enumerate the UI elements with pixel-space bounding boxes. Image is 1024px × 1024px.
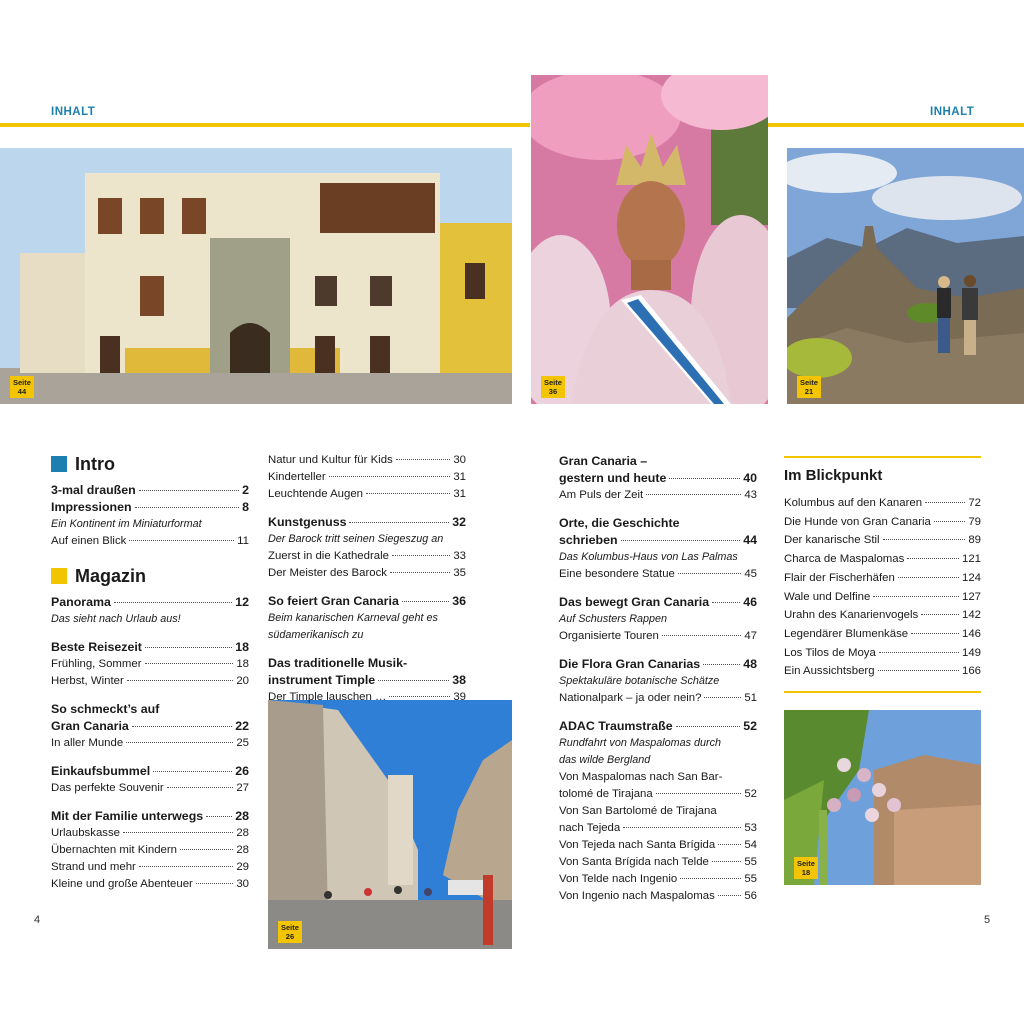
toc-entry[interactable]: Übernachten mit Kindern 28	[51, 844, 249, 856]
blickpunkt-entry[interactable]: Los Tilos de Moya 149	[784, 646, 981, 659]
toc-entry[interactable]: instrument Timple 38	[268, 673, 466, 687]
photo-tag: Seite 36	[541, 376, 565, 398]
toc-entry[interactable]: Nationalpark – ja oder nein? 51	[559, 692, 757, 704]
photo-tag: Seite 18	[794, 857, 818, 879]
toc-entry-heading: Von Maspalomas nach San Bar-	[559, 771, 723, 783]
header-rule-left	[0, 123, 530, 127]
blickpunkt-list	[784, 494, 981, 681]
toc-entry[interactable]: Von Tejeda nach Santa Brígida 54	[559, 839, 757, 851]
toc-entry[interactable]: Der Meister des Barock 35	[268, 567, 466, 579]
toc-entry-heading: Das traditionelle Musik-	[268, 656, 408, 670]
toc-entry-heading: Orte, die Geschichte	[559, 516, 680, 530]
toc-column-2	[268, 452, 466, 706]
toc-column-1	[51, 452, 249, 893]
toc-entry[interactable]: Strand und mehr 29	[51, 861, 249, 873]
toc-entry-heading: Gran Canaria –	[559, 454, 648, 468]
blickpunkt-rule-bottom	[784, 691, 981, 693]
toc-entry[interactable]: So feiert Gran Canaria 36	[268, 594, 466, 608]
blickpunkt-entry[interactable]: Wale und Delfine 127	[784, 590, 981, 603]
toc-subtitle: südamerikanisch zu	[268, 629, 364, 641]
section-title-intro: Intro	[51, 452, 249, 476]
toc-entry[interactable]: Die Flora Gran Canarias 48	[559, 657, 757, 671]
toc-entry[interactable]: tolomé de Tirajana 52	[559, 788, 757, 800]
toc-entry[interactable]: Kunstgenuss 32	[268, 515, 466, 529]
toc-subtitle: Beim kanarischen Karneval geht es	[268, 612, 438, 624]
photo-tag: Seite 44	[10, 376, 34, 398]
header-rule-right	[768, 123, 1024, 127]
toc-subtitle: Ein Kontinent im Miniaturformat	[51, 518, 202, 530]
toc-subtitle: Das Kolumbus-Haus von Las Palmas	[559, 551, 738, 563]
toc-entry[interactable]: ADAC Traumstraße 52	[559, 719, 757, 733]
toc-entry[interactable]: Von Ingenio nach Maspalomas 56	[559, 890, 757, 902]
blickpunkt-entry[interactable]: Der kanarische Stil 89	[784, 534, 981, 547]
blickpunkt-rule-top	[784, 456, 981, 458]
toc-entry[interactable]: Auf einen Blick 11	[51, 535, 249, 547]
page-number-left: 4	[34, 914, 41, 926]
blickpunkt-entry[interactable]: Ein Aussichtsberg 166	[784, 665, 981, 678]
photo-tag: Seite 21	[797, 376, 821, 398]
toc-entry[interactable]: Der Timple lauschen … 39	[268, 691, 466, 703]
toc-entry[interactable]: Am Puls der Zeit 43	[559, 489, 757, 501]
toc-entry[interactable]: Organisierte Touren 47	[559, 630, 757, 642]
toc-entry-heading: So schmeckt’s auf	[51, 702, 160, 716]
toc-entry[interactable]: In aller Munde 25	[51, 737, 249, 749]
section-title-blickpunkt: Im Blickpunkt	[784, 467, 883, 484]
toc-entry[interactable]: Einkaufsbummel 26	[51, 764, 249, 778]
photo-columbus-house	[0, 148, 512, 404]
toc-subtitle: Das sieht nach Urlaub aus!	[51, 613, 181, 625]
toc-entry[interactable]: Impressionen 8	[51, 500, 249, 514]
toc-entry[interactable]: nach Tejeda 53	[559, 822, 757, 834]
toc-subtitle: Spektakuläre botanische Schätze	[559, 675, 720, 687]
toc-entry[interactable]: 3-mal draußen 2	[51, 483, 249, 497]
photo-triana-street	[268, 700, 512, 949]
toc-entry[interactable]: Zuerst in die Kathedrale 33	[268, 550, 466, 562]
blickpunkt-entry[interactable]: Flair der Fischerhäfen 124	[784, 571, 981, 584]
toc-entry-heading: Von San Bartolomé de Tirajana	[559, 805, 717, 817]
toc-column-blickpunkt	[784, 467, 981, 681]
toc-entry[interactable]: Eine besondere Statue 45	[559, 568, 757, 580]
photo-tag: Seite 26	[278, 921, 302, 943]
toc-column-3	[559, 453, 757, 905]
toc-entry[interactable]: Das perfekte Souvenir 27	[51, 782, 249, 794]
photo-flora	[784, 710, 981, 885]
header-left: INHALT	[51, 106, 96, 118]
toc-entry[interactable]: Panorama 12	[51, 595, 249, 609]
section-marker	[51, 456, 67, 472]
toc-entry[interactable]: schrieben 44	[559, 533, 757, 547]
toc-entry[interactable]: Von Santa Brígida nach Telde 55	[559, 856, 757, 868]
toc-subtitle: Der Barock tritt seinen Siegeszug an	[268, 533, 444, 545]
toc-entry[interactable]: Gran Canaria 22	[51, 719, 249, 733]
toc-entry[interactable]: Das bewegt Gran Canaria 46	[559, 595, 757, 609]
toc-subtitle: Auf Schusters Rappen	[559, 613, 668, 625]
toc-entry[interactable]: Kleine und große Abenteuer 30	[51, 878, 249, 890]
header-right: INHALT	[930, 106, 975, 118]
toc-subtitle: das wilde Bergland	[559, 754, 651, 766]
blickpunkt-entry[interactable]: Kolumbus auf den Kanaren 72	[784, 497, 981, 509]
toc-entry[interactable]: Frühling, Sommer 18	[51, 658, 249, 670]
toc-entry[interactable]: Urlaubskasse 28	[51, 827, 249, 839]
section-marker	[51, 568, 67, 584]
toc-entry[interactable]: Kinderteller 31	[268, 471, 466, 483]
page-number-right: 5	[984, 914, 991, 926]
toc-entry[interactable]: Von Telde nach Ingenio 55	[559, 873, 757, 885]
section-title-magazin: Magazin	[51, 564, 249, 588]
toc-entry[interactable]: Beste Reisezeit 18	[51, 640, 249, 654]
toc-entry[interactable]: Mit der Familie unterwegs 28	[51, 809, 249, 823]
photo-roque-nublo-hikers	[787, 148, 1024, 404]
blickpunkt-entry[interactable]: Legendärer Blumenkäse 146	[784, 627, 981, 640]
blickpunkt-entry[interactable]: Urahn des Kanarienvogels 142	[784, 609, 981, 622]
toc-entry[interactable]: gestern und heute 40	[559, 471, 757, 485]
blickpunkt-entry[interactable]: Charca de Maspalomas 121	[784, 553, 981, 566]
toc-entry[interactable]: Leuchtende Augen 31	[268, 488, 466, 500]
toc-entry[interactable]: Herbst, Winter 20	[51, 675, 249, 687]
toc-subtitle: Rundfahrt von Maspalomas durch	[559, 737, 722, 749]
photo-carnival-queen	[531, 75, 768, 404]
blickpunkt-entry[interactable]: Die Hunde von Gran Canaria 79	[784, 515, 981, 528]
toc-entry[interactable]: Natur und Kultur für Kids 30	[268, 454, 466, 466]
